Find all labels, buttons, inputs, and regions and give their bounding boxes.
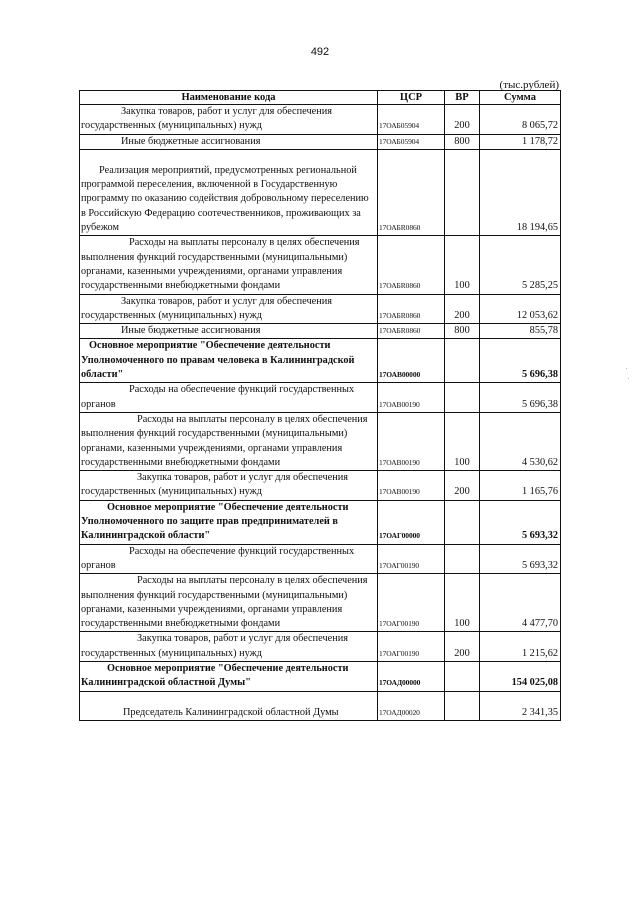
row-name-text: Иные бюджетные ассигнования: [121, 135, 261, 147]
row-vr: 200: [445, 471, 480, 501]
row-name: [80, 294, 378, 324]
table-row: [80, 544, 561, 574]
row-vr: 200: [445, 294, 480, 324]
row-vr: [445, 339, 480, 383]
table-row: [80, 324, 561, 339]
row-sum: 1 178,72: [480, 134, 561, 149]
table-row: [80, 236, 561, 294]
header-vr: ВР: [445, 91, 480, 105]
row-name-text: Реализация мероприятий, предусмотренных региональной программой переселения, включенной в Государственную программу по оказанию содействия добровольному переселению в Российскую Федерацию соотечественников, проживающих за рубежом: [81, 164, 369, 234]
row-name-text: Расходы на выплаты персоналу в целях обеспечения выполнения функций государственными (муниципальными) органами, казенными учреждениями, органами управления государственными внебюджетными фондами: [81, 237, 360, 292]
budget-table: [79, 90, 561, 721]
row-sum: 4 530,62: [480, 412, 561, 470]
table-row: [80, 574, 561, 632]
table-row: [80, 412, 561, 470]
row-vr: [445, 661, 480, 691]
row-sum: 1 215,62: [480, 632, 561, 662]
row-vr: 800: [445, 324, 480, 339]
row-code: 17ОАД00000: [378, 661, 445, 691]
header-name: Наименование кода: [80, 91, 378, 105]
row-code: 17ОАВ00190: [378, 383, 445, 413]
row-sum: 18 194,65: [480, 149, 561, 235]
row-name-text: Расходы на обеспечение функций государственных органов: [81, 384, 355, 410]
page-number: 492: [310, 46, 330, 58]
row-vr: 200: [445, 105, 480, 135]
table-row: [80, 471, 561, 501]
row-sum: 5 696,38: [480, 383, 561, 413]
row-name: [80, 134, 378, 149]
scan-speck: [626, 368, 627, 369]
table-row: [80, 105, 561, 135]
row-name-text: Закупка товаров, работ и услуг для обеспечения государственных (муниципальных) нужд: [81, 472, 348, 498]
row-vr: [445, 691, 480, 720]
row-vr: [445, 149, 480, 235]
table-row: [80, 294, 561, 324]
row-name-text: Расходы на выплаты персоналу в целях обеспечения выполнения функций государственными (муниципальными) органами, казенными учреждениями, органами управления государственными внебюджетными фондами: [81, 575, 368, 630]
header-csr: ЦСР: [378, 91, 445, 105]
units-label: (тыс.рублей): [499, 79, 559, 91]
row-sum: 855,78: [480, 324, 561, 339]
row-name: [80, 105, 378, 135]
table-row: [80, 691, 561, 720]
row-vr: [445, 544, 480, 574]
scan-speck: [628, 378, 629, 379]
row-name-text: Закупка товаров, работ и услуг для обеспечения государственных (муниципальных) нужд: [81, 633, 348, 659]
row-code: 17ОАВ00190: [378, 471, 445, 501]
row-name-text: Расходы на обеспечение функций государственных органов: [81, 545, 355, 571]
row-name-text: Основное мероприятие "Обеспечение деятельности Уполномоченного по защите прав предпринимателей в Калининградской области": [81, 501, 349, 542]
table-row: [80, 383, 561, 413]
table-row: [80, 134, 561, 149]
row-code: 17ОАГ00190: [378, 632, 445, 662]
row-name: [80, 383, 378, 413]
row-name: [80, 339, 378, 383]
row-code: 17ОАБ05904: [378, 105, 445, 135]
header-sum: Сумма: [480, 91, 561, 105]
row-sum: 2 341,35: [480, 691, 561, 720]
row-name: [80, 149, 378, 235]
row-code: 17ОАВ00190: [378, 412, 445, 470]
row-sum: 154 025,08: [480, 661, 561, 691]
row-sum: 5 285,25: [480, 236, 561, 294]
row-vr: [445, 383, 480, 413]
row-name: [80, 632, 378, 662]
row-name: [80, 471, 378, 501]
table-row: [80, 500, 561, 544]
row-name: [80, 661, 378, 691]
row-code: 17ОАГ00190: [378, 574, 445, 632]
row-sum: 5 693,32: [480, 500, 561, 544]
row-code: 17ОАБR0860: [378, 324, 445, 339]
row-sum: 8 065,72: [480, 105, 561, 135]
row-sum: 5 696,38: [480, 339, 561, 383]
row-name-text: Расходы на выплаты персоналу в целях обеспечения выполнения функций государственными (муниципальными) органами, казенными учреждениями, органами управления государственными внебюджетными фондами: [81, 413, 368, 468]
row-vr: 100: [445, 412, 480, 470]
row-code: 17ОАБR0860: [378, 236, 445, 294]
row-sum: 5 693,32: [480, 544, 561, 574]
row-code: 17ОАВ00000: [378, 339, 445, 383]
table-header-row: [80, 91, 561, 105]
row-sum: 1 165,76: [480, 471, 561, 501]
row-sum: 12 053,62: [480, 294, 561, 324]
row-sum: 4 477,70: [480, 574, 561, 632]
row-code: 17ОАД00020: [378, 691, 445, 720]
table-row: [80, 339, 561, 383]
row-code: 17ОАБR0860: [378, 149, 445, 235]
table-row: [80, 149, 561, 235]
row-name-text: Основное мероприятие "Обеспечение деятельности Уполномоченного по правам человека в Калининградской области": [81, 340, 355, 381]
table-row: [80, 632, 561, 662]
row-vr: 200: [445, 632, 480, 662]
row-name: [80, 691, 378, 720]
row-code: 17ОАБ05904: [378, 134, 445, 149]
row-name: [80, 544, 378, 574]
row-name: [80, 500, 378, 544]
row-code: 17ОАГ00000: [378, 500, 445, 544]
row-vr: 100: [445, 574, 480, 632]
row-name: [80, 236, 378, 294]
row-code: 17ОАБR0860: [378, 294, 445, 324]
row-name-text: Основное мероприятие "Обеспечение деятельности Калининградской областной Думы": [81, 662, 349, 689]
row-name-text: Закупка товаров, работ и услуг для обеспечения государственных (муниципальных) нужд: [81, 295, 332, 321]
row-name: [80, 574, 378, 632]
row-vr: 100: [445, 236, 480, 294]
row-name-text: Закупка товаров, работ и услуг для обеспечения государственных (муниципальных) нужд: [81, 106, 332, 132]
row-vr: 800: [445, 134, 480, 149]
row-code: 17ОАГ00190: [378, 544, 445, 574]
row-vr: [445, 500, 480, 544]
row-name-text: Председатель Калининградской областной Думы: [123, 706, 339, 718]
row-name: [80, 324, 378, 339]
row-name-text: Иные бюджетные ассигнования: [121, 325, 261, 337]
table-row: [80, 661, 561, 691]
row-name: [80, 412, 378, 470]
